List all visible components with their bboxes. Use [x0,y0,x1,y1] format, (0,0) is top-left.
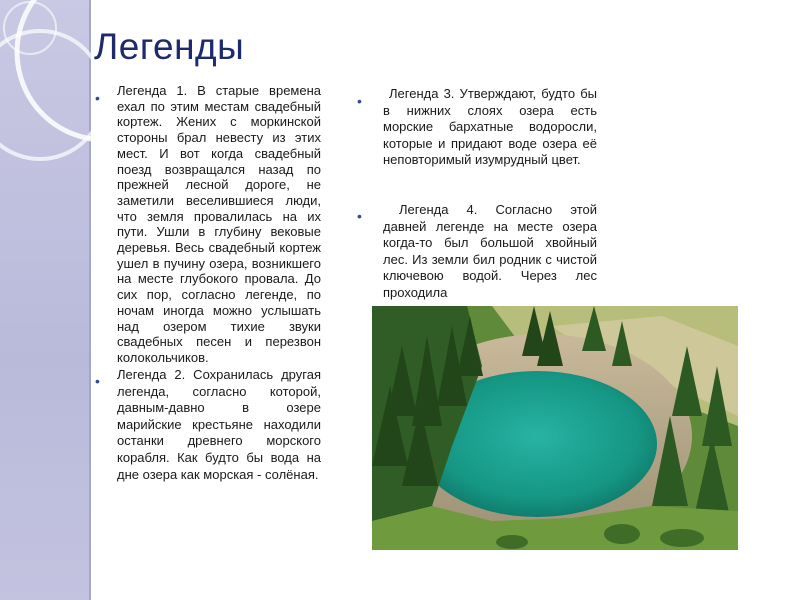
bullet-icon: • [357,93,362,109]
legend-3-text: Легенда 3. Утверждают, будто бы в нижних слоях озера есть морские бархатные водоросли, которые и придают воде озера её неповторимый изумрудный цвет. [383,86,597,168]
bullet-icon: • [95,373,100,389]
legend-1-text: Легенда 1. В старые времена ехал по этим местам свадебный кортеж. Жених с моркинской стороны брал невесту из этих мест. И вот когда свадебный поезд возвращался назад по прежней лесной дороге, не заметили веселившиеся люди, что земля провалилась на их пути. Ушли в глубину вековые деревья. Весь свадебный кортеж ушел в пучину озера, возникшего на месте глубокого провала. До сих пор, согласно легенде, по ночам иногда можно услышать над озером тихие звуки свадебных песен и перезвон колокольчиков. [117,83,321,365]
slide-title: Легенды [94,26,245,67]
bullet-icon: • [357,208,362,224]
legend-2-text: Легенда 2. Сохранилась другая легенда, согласно которой, давным-давно в озере марийские крестьяне находили останки древнего морского корабля. Как будто бы вода на дне озера как морская - солёная. [117,367,321,482]
lake-photo [372,306,738,550]
bullet-icon: • [95,90,100,106]
legend-4-text: Легенда 4. Согласно этой давней легенде на месте озера когда-то был большой хвойный лес. Из земли бил родник с чистой ключевою водой. Через лес проходила [383,202,597,300]
